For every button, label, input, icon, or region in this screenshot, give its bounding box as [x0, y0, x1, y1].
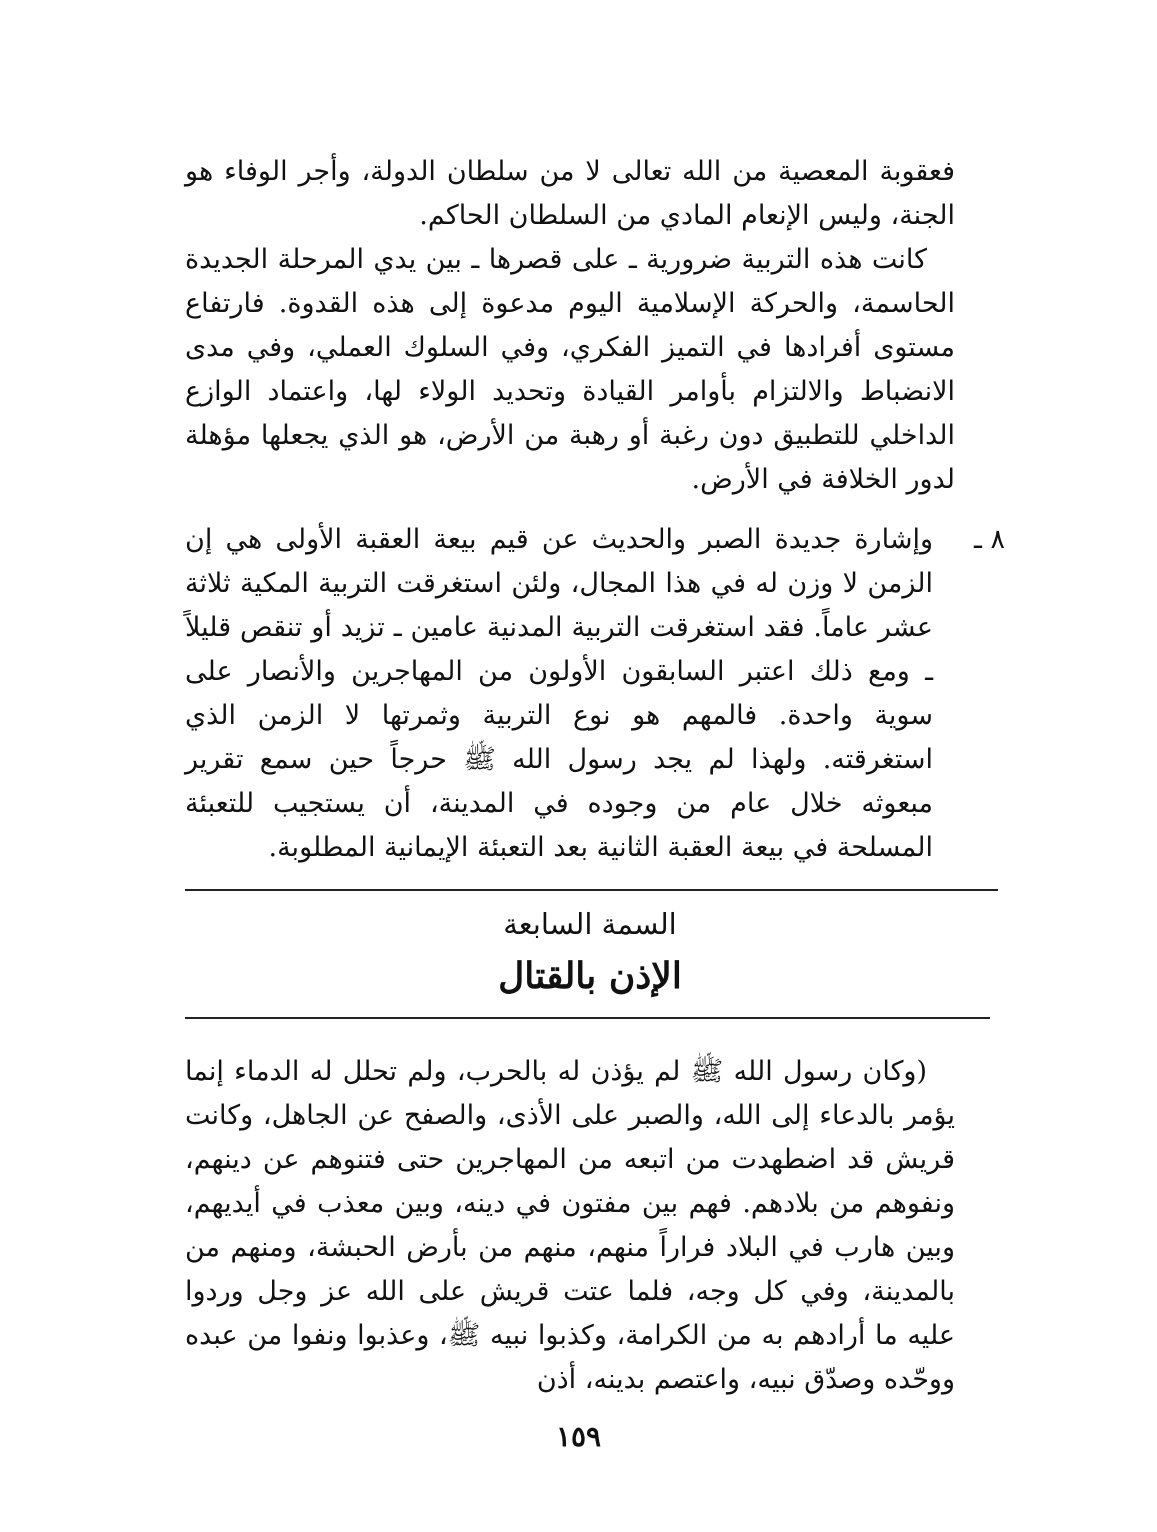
top-text-block — [185, 150, 955, 502]
page-number: ١٥٩ — [555, 1420, 602, 1453]
section-bottom-divider — [185, 1017, 990, 1019]
section-top-divider — [185, 889, 998, 891]
section-heading — [185, 900, 995, 1004]
item-number: ٨ ـ — [973, 524, 1005, 555]
numbered-item-8 — [185, 518, 1005, 870]
quote-paragraph: (وكان رسول الله ﷺ لم يؤذن له بالحرب، ولم تحلل له الدماء إنما يؤمر بالدعاء إلى الله، والصبر على الأذى، والصفح عن الجاهل، وكانت قريش قد اضطهدت من اتبعه من المهاجرين حتى فتنوهم عن دينهم، ونفوهم من بلادهم. فهم بين مفتون في دينه، وبين معذب في أيديهم، وبين هارب في البلاد فراراً منهم، منهم من بأرض الحبشة، ومنهم من بالمدينة، وفي كل وجه، فلما عتت قريش على الله عز وجل وردوا عليه ما أرادهم به من الكرامة، وكذبوا نبيه ﷺ، وعذبوا ونفوا من عبده ووحّده وصدّق نبيه، واعتصم بدينه، أذن — [185, 1056, 956, 1395]
quote-block — [185, 1050, 955, 1402]
item-text: وإشارة جديدة الصبر والحديث عن قيم بيعة العقبة الأولى هي إن الزمن لا وزن له في هذا المجال، ولئن استغرقت التربية المكية ثلاثة عشر عاماً. فقد استغرقت التربية المدنية عامين ـ تزيد أو تنقص قليلاً ـ ومع ذلك اعتبر السابقون الأولون من المهاجرين والأنصار على سوية واحدة. فالمهم هو نوع التربية وثمرتها لا الزمن الذي استغرقته. ولهذا لم يجد رسول الله ﷺ حرجاً حين سمع تقرير مبعوثه خلال عام من وجوده في المدينة، أن يستجيب للتعبئة المسلحة في بيعة العقبة الثانية بعد التعبئة الإيمانية المطلوبة. — [185, 524, 933, 863]
section-label: السمة السابعة — [503, 907, 677, 941]
intro-paragraph: فعقوبة المعصية من الله تعالى لا من سلطان الدولة، وأجر الوفاء هو الجنة، وليس الإنعام المادي من السلطان الحاكم. — [185, 156, 955, 231]
education-paragraph: كانت هذه التربية ضرورية ـ على قصرها ـ بين يدي المرحلة الجديدة الحاسمة، والحركة الإسلامية اليوم مدعوة إلى هذه القدوة. فارتفاع مستوى أفرادها في التميز الفكري، وفي السلوك العملي، وفي مدى الانضباط والالتزام بأوامر القيادة وتحديد الولاء لها، واعتماد الوازع الداخلي للتطبيق دون رغبة أو رهبة من الأرض، هو الذي يجعلها مؤهلة لدور الخلافة في الأرض. — [185, 244, 955, 495]
section-title: الإذن بالقتال — [498, 955, 682, 997]
